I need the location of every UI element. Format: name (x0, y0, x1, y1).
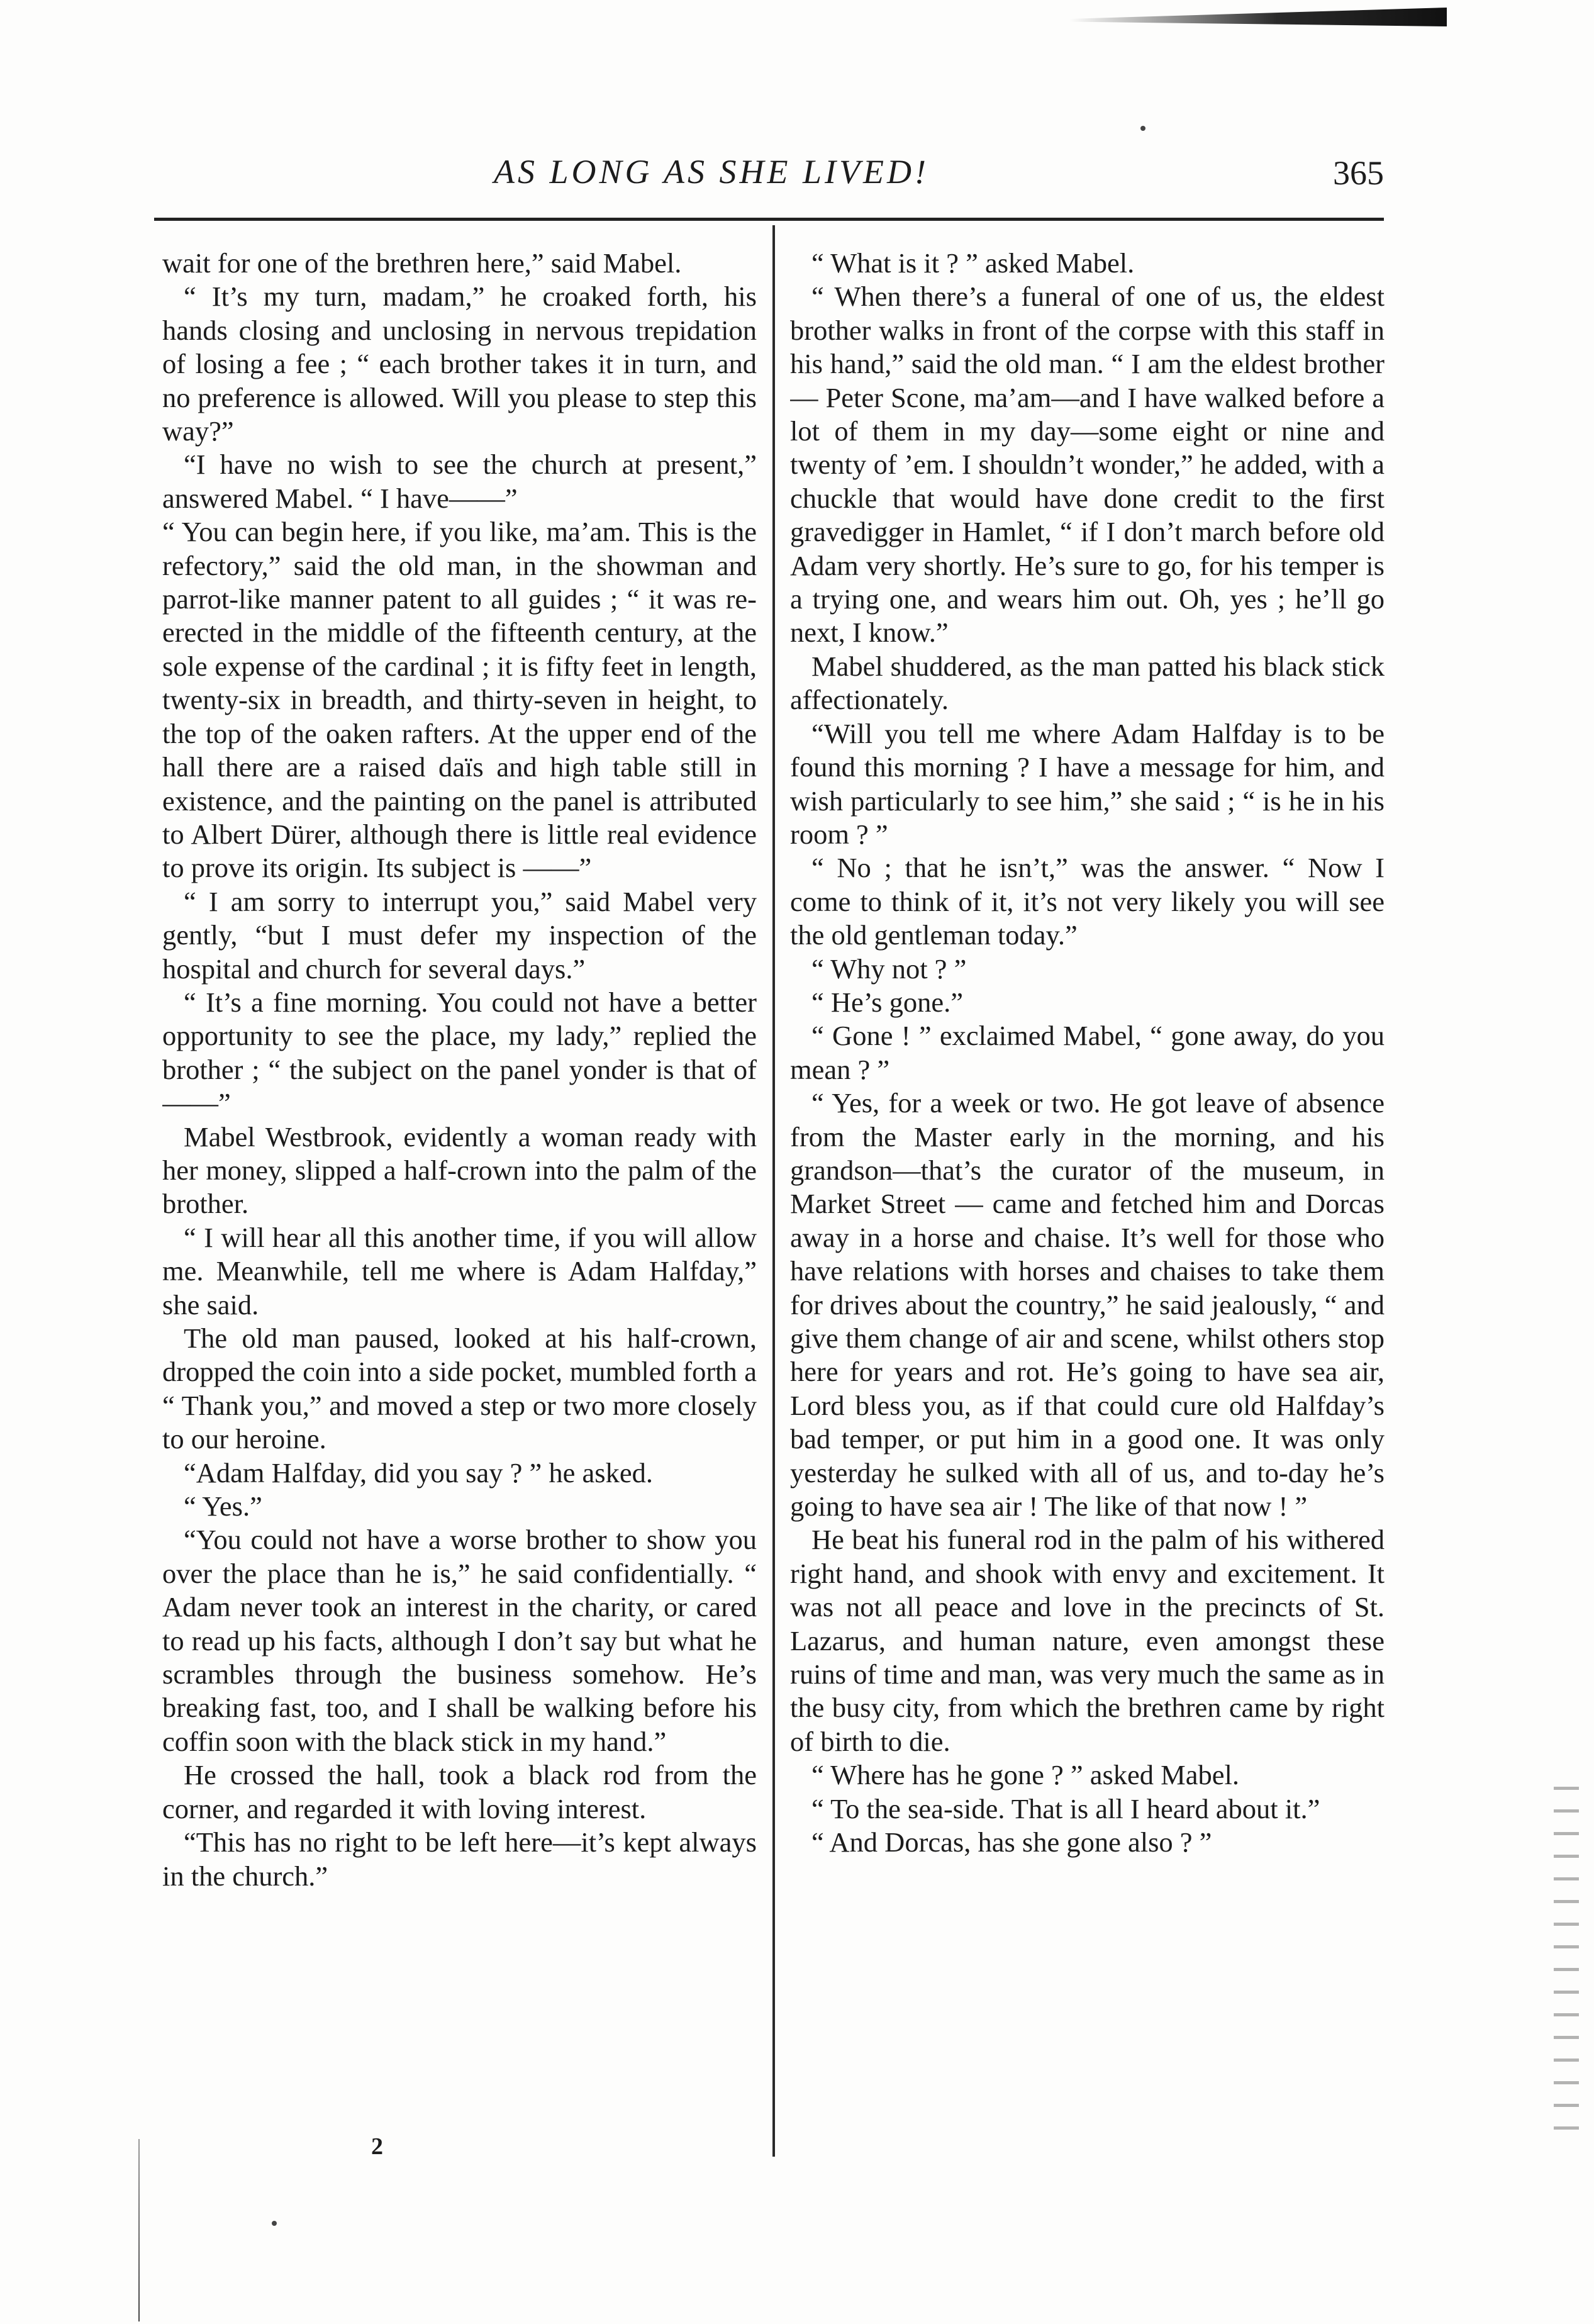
margin-line (138, 2139, 140, 2321)
paragraph: He beat his funeral rod in the palm of his withered right hand, and shook with envy and excitement. It was not all peace and love in the precincts of St. Lazarus, and human nature, even amongst these ruins of time and man, was very much the same as in the busy city, from which the brethren came by right of birth to die. (790, 1524, 1385, 1757)
header-rule (154, 218, 1384, 221)
left-column (162, 247, 757, 2159)
paragraph: “ Where has he gone ? ” asked Mabel. (811, 1759, 1239, 1791)
paragraph: “ It’s a fine morning. You could not have a better opportunity to see the place, my lady,” replied the brother ; “ the subject on the panel yonder is that of——” (162, 986, 757, 1119)
paragraph: “ When there’s a funeral of one of us, the eldest brother walks in front of the corpse with this staff in his hand,” said the old man. “ I am the eldest brother— Peter Scone, ma’am—and I have walked before a lot of them in my day—some eight or nine and twenty of ’em. I shouldn’t wonder,” he added, with a chuckle that would have done credit to the first gravedigger in Hamlet, “ if I don’t march before old Adam very shortly. He’s sure to go, for his temper is a trying one, and wears him out. Oh, yes ; he’ll go next, I know.” (790, 281, 1385, 649)
paragraph: “ And Dorcas, has she gone also ? ” (811, 1826, 1212, 1858)
paragraph: “Will you tell me where Adam Halfday is to be found this morning ? I have a message for him, and wish particularly to see him,” she said ; “ is he in his room ? ” (790, 717, 1385, 850)
column-divider (772, 225, 775, 2157)
paragraph: He crossed the hall, took a black rod from the corner, and regarded it with loving interest. (162, 1759, 757, 1824)
paragraph: “ I will hear all this another time, if you will allow me. Meanwhile, tell me where is Adam Halfday,” she said. (162, 1221, 757, 1321)
paragraph: “ What is it ? ” asked Mabel. (811, 247, 1135, 279)
signature-mark: 2 (371, 2133, 383, 2160)
paragraph: wait for one of the brethren here,” said Mabel. (162, 247, 682, 279)
running-head (154, 150, 1384, 200)
paragraph: “Adam Halfday, did you say ? ” he asked. (184, 1456, 653, 1489)
paragraph: “ Yes.” (184, 1490, 262, 1522)
paragraph: “ To the sea-side. That is all I heard about it.” (811, 1792, 1320, 1824)
paragraph: The old man paused, looked at his half-crown, dropped the coin into a side pocket, mumbled forth a “ Thank you,” and moved a step or two more closely to our heroine. (162, 1322, 757, 1455)
scan-edge-shadow (1069, 8, 1447, 26)
paragraph: “ You can begin here, if you like, ma’am. This is the refectory,” said the old man, in the showman and parrot-like manner patent to all guides ; “ it was re-erected in the middle of the fifteenth century, at the sole expense of the cardinal ; it is fifty feet in length, twenty-six in breadth, and thirty-seven in height, to the top of the oaken rafters. At the upper end of the hall there are a raised daïs and high table still in existence, and the painting on the panel is attributed to Albert Dürer, although there is little real evidence to prove its origin. Its subject is ——” (162, 516, 757, 884)
paragraph: “ He’s gone.” (811, 986, 963, 1018)
paragraph: “ It’s my turn, madam,” he croaked forth, his hands closing and unclosing in nervous trepidation of losing a fee ; “ each brother takes it in turn, and no preference is allowed. Will you please to step this way?” (162, 281, 757, 447)
paragraph: Mabel shuddered, as the man patted his black stick affectionately. (790, 650, 1385, 716)
paragraph: “ Gone ! ” exclaimed Mabel, “ gone away, do you mean ? ” (790, 1020, 1385, 1085)
right-column (790, 247, 1385, 2159)
paragraph: “ I am sorry to interrupt you,” said Mabel very gently, “but I must defer my inspection of the hospital and church for several days.” (162, 885, 757, 985)
paragraph: Mabel Westbrook, evidently a woman ready with her money, slipped a half-crown into the palm of the brother. (162, 1120, 757, 1220)
paragraph: “This has no right to be left here—it’s kept always in the church.” (162, 1826, 757, 1892)
margin-specks (1554, 1787, 1579, 2139)
paragraph: “I have no wish to see the church at present,” answered Mabel. “ I have——” (162, 449, 757, 514)
page-number: 365 (1333, 154, 1384, 192)
running-title: AS LONG AS SHE LIVED! (494, 153, 929, 191)
stray-mark (1140, 126, 1145, 131)
paragraph: “ Why not ? ” (811, 953, 967, 985)
paragraph: “ No ; that he isn’t,” was the answer. “ Now I come to think of it, it’s not very likely you will see the old gentleman today.” (790, 852, 1385, 951)
stray-mark (272, 2221, 277, 2226)
paragraph: “ Yes, for a week or two. He got leave of absence from the Master early in the morning, and his grandson—that’s the curator of the museum, in Market Street — came and fetched him and Dorcas away in a horse and chaise. It’s well for those who have relations with horses and chaises to take them for drives about the country,” he said jealously, “ and give them change of air and scene, whilst others stop here for years and rot. He’s going to have sea air, Lord bless you, as if that could cure old Halfday’s bad temper, or put him in a good one. It was only yesterday he sulked with all of us, and to-day he’s going to have sea air ! The like of that now ! ” (790, 1087, 1385, 1522)
paragraph: “You could not have a worse brother to show you over the place than he is,” he said confidentially. “ Adam never took an interest in the charity, or cared to read up his facts, although I don’t say but what he scrambles through the business somehow. He’s breaking fast, too, and I shall be walking before his coffin soon with the black stick in my hand.” (162, 1524, 757, 1757)
